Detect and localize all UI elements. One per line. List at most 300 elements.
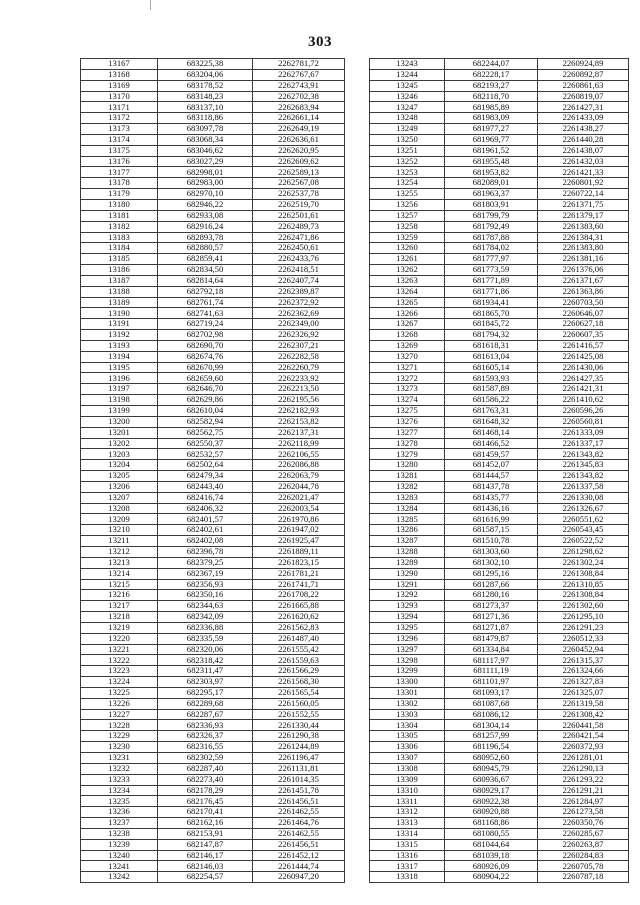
x-coordinate-cell: 681044,64 xyxy=(445,839,538,850)
point-number-cell: 13238 xyxy=(81,828,158,839)
x-coordinate-cell: 681969,77 xyxy=(445,134,538,145)
table-row xyxy=(370,416,629,427)
x-coordinate-cell: 681257,99 xyxy=(445,731,538,742)
point-number-cell: 13199 xyxy=(81,406,158,417)
table-row xyxy=(370,828,629,839)
y-coordinate-cell: 2262519,70 xyxy=(253,199,345,210)
point-number-cell: 13303 xyxy=(370,709,445,720)
x-coordinate-cell: 682416,74 xyxy=(158,492,253,503)
point-number-cell: 13317 xyxy=(370,861,445,872)
y-coordinate-cell: 2260722,14 xyxy=(538,189,629,200)
table-row xyxy=(370,351,629,362)
x-coordinate-cell: 680926,09 xyxy=(445,861,538,872)
table-row xyxy=(370,265,629,276)
point-number-cell: 13236 xyxy=(81,807,158,818)
y-coordinate-cell: 2261781,21 xyxy=(253,568,345,579)
table-row xyxy=(370,546,629,557)
table-row xyxy=(370,655,629,666)
point-number-cell: 13313 xyxy=(370,818,445,829)
point-number-cell: 13272 xyxy=(370,373,445,384)
table-row xyxy=(370,709,629,720)
y-coordinate-cell: 2260560,81 xyxy=(538,416,629,427)
point-number-cell: 13307 xyxy=(370,753,445,764)
point-number-cell: 13255 xyxy=(370,189,445,200)
point-number-cell: 13219 xyxy=(81,622,158,633)
y-coordinate-cell: 2262407,74 xyxy=(253,275,345,286)
table-row xyxy=(81,514,345,525)
table-row xyxy=(81,796,345,807)
y-coordinate-cell: 2262021,47 xyxy=(253,492,345,503)
x-coordinate-cell: 681587,89 xyxy=(445,384,538,395)
y-coordinate-cell: 2262213,50 xyxy=(253,384,345,395)
point-number-cell: 13243 xyxy=(370,59,445,70)
table-row xyxy=(370,102,629,113)
table-row xyxy=(81,319,345,330)
point-number-cell: 13253 xyxy=(370,167,445,178)
x-coordinate-cell: 682629,86 xyxy=(158,395,253,406)
x-coordinate-cell: 681977,27 xyxy=(445,124,538,135)
y-coordinate-cell: 2260551,62 xyxy=(538,514,629,525)
x-coordinate-cell: 682193,27 xyxy=(445,80,538,91)
y-coordinate-cell: 2261889,11 xyxy=(253,546,345,557)
y-coordinate-cell: 2262282,58 xyxy=(253,351,345,362)
table-row xyxy=(370,731,629,742)
point-number-cell: 13200 xyxy=(81,416,158,427)
x-coordinate-cell: 681459,57 xyxy=(445,449,538,460)
point-number-cell: 13190 xyxy=(81,308,158,319)
point-number-cell: 13280 xyxy=(370,460,445,471)
y-coordinate-cell: 2260350,76 xyxy=(538,818,629,829)
point-number-cell: 13249 xyxy=(370,124,445,135)
point-number-cell: 13183 xyxy=(81,232,158,243)
y-coordinate-cell: 2261947,02 xyxy=(253,525,345,536)
y-coordinate-cell: 2261823,15 xyxy=(253,557,345,568)
x-coordinate-cell: 682273,40 xyxy=(158,774,253,785)
x-coordinate-cell: 682690,70 xyxy=(158,340,253,351)
point-number-cell: 13276 xyxy=(370,416,445,427)
y-coordinate-cell: 2261281,01 xyxy=(538,753,629,764)
point-number-cell: 13211 xyxy=(81,536,158,547)
table-row xyxy=(81,536,345,547)
point-number-cell: 13212 xyxy=(81,546,158,557)
y-coordinate-cell: 2261196,47 xyxy=(253,753,345,764)
table-row xyxy=(81,406,345,417)
table-row xyxy=(370,633,629,644)
table-row xyxy=(370,384,629,395)
point-number-cell: 13299 xyxy=(370,666,445,677)
x-coordinate-cell: 682356,93 xyxy=(158,579,253,590)
x-coordinate-cell: 682550,37 xyxy=(158,438,253,449)
x-coordinate-cell: 681437,78 xyxy=(445,481,538,492)
x-coordinate-cell: 681303,60 xyxy=(445,546,538,557)
point-number-cell: 13240 xyxy=(81,850,158,861)
point-number-cell: 13209 xyxy=(81,514,158,525)
x-coordinate-cell: 682532,57 xyxy=(158,449,253,460)
x-coordinate-cell: 682342,09 xyxy=(158,612,253,623)
table-row xyxy=(81,590,345,601)
point-number-cell: 13285 xyxy=(370,514,445,525)
y-coordinate-cell: 2262636,61 xyxy=(253,134,345,145)
table-row xyxy=(81,189,345,200)
table-row xyxy=(81,340,345,351)
x-coordinate-cell: 681953,82 xyxy=(445,167,538,178)
point-number-cell: 13168 xyxy=(81,69,158,80)
y-coordinate-cell: 2261308,84 xyxy=(538,590,629,601)
y-coordinate-cell: 2260452,94 xyxy=(538,644,629,655)
x-coordinate-cell: 681771,89 xyxy=(445,275,538,286)
y-coordinate-cell: 2261620,62 xyxy=(253,612,345,623)
point-number-cell: 13192 xyxy=(81,330,158,341)
point-number-cell: 13232 xyxy=(81,763,158,774)
x-coordinate-cell: 682834,50 xyxy=(158,265,253,276)
x-coordinate-cell: 683148,23 xyxy=(158,91,253,102)
x-coordinate-cell: 682402,61 xyxy=(158,525,253,536)
y-coordinate-cell: 2261451,78 xyxy=(253,785,345,796)
table-row xyxy=(370,319,629,330)
point-number-cell: 13267 xyxy=(370,319,445,330)
point-number-cell: 13167 xyxy=(81,59,158,70)
x-coordinate-cell: 683178,52 xyxy=(158,80,253,91)
x-coordinate-cell: 680922,38 xyxy=(445,796,538,807)
table-row xyxy=(81,687,345,698)
x-coordinate-cell: 681302,10 xyxy=(445,557,538,568)
table-row xyxy=(370,481,629,492)
x-coordinate-cell: 681648,32 xyxy=(445,416,538,427)
y-coordinate-cell: 2261444,74 xyxy=(253,861,345,872)
x-coordinate-cell: 682702,98 xyxy=(158,330,253,341)
y-coordinate-cell: 2261290,38 xyxy=(253,731,345,742)
point-number-cell: 13308 xyxy=(370,763,445,774)
table-row xyxy=(370,189,629,200)
table-row xyxy=(81,525,345,536)
point-number-cell: 13300 xyxy=(370,677,445,688)
table-row xyxy=(370,742,629,753)
table-row xyxy=(370,666,629,677)
point-number-cell: 13169 xyxy=(81,80,158,91)
y-coordinate-cell: 2261559,63 xyxy=(253,655,345,666)
x-coordinate-cell: 681587,15 xyxy=(445,525,538,536)
table-row xyxy=(370,785,629,796)
table-row xyxy=(370,644,629,655)
table-row xyxy=(81,807,345,818)
x-coordinate-cell: 682287,40 xyxy=(158,763,253,774)
y-coordinate-cell: 2261327,83 xyxy=(538,677,629,688)
x-coordinate-cell: 682970,10 xyxy=(158,189,253,200)
y-coordinate-cell: 2261291,21 xyxy=(538,785,629,796)
table-row xyxy=(81,850,345,861)
table-row xyxy=(370,362,629,373)
x-coordinate-cell: 681510,78 xyxy=(445,536,538,547)
x-coordinate-cell: 683118,86 xyxy=(158,113,253,124)
x-coordinate-cell: 682646,70 xyxy=(158,384,253,395)
y-coordinate-cell: 2260705,78 xyxy=(538,861,629,872)
x-coordinate-cell: 681271,87 xyxy=(445,622,538,633)
y-coordinate-cell: 2260892,87 xyxy=(538,69,629,80)
table-row xyxy=(81,709,345,720)
table-row xyxy=(81,145,345,156)
y-coordinate-cell: 2261708,22 xyxy=(253,590,345,601)
x-coordinate-cell: 683225,38 xyxy=(158,59,253,70)
table-row xyxy=(370,373,629,384)
y-coordinate-cell: 2261290,13 xyxy=(538,763,629,774)
x-coordinate-cell: 682344,63 xyxy=(158,601,253,612)
y-coordinate-cell: 2260263,87 xyxy=(538,839,629,850)
y-coordinate-cell: 2261410,62 xyxy=(538,395,629,406)
point-number-cell: 13271 xyxy=(370,362,445,373)
point-number-cell: 13174 xyxy=(81,134,158,145)
point-number-cell: 13205 xyxy=(81,471,158,482)
table-row xyxy=(81,861,345,872)
y-coordinate-cell: 2260947,20 xyxy=(253,872,345,883)
x-coordinate-cell: 682761,74 xyxy=(158,297,253,308)
table-row xyxy=(370,590,629,601)
y-coordinate-cell: 2261337,58 xyxy=(538,481,629,492)
y-coordinate-cell: 2260596,26 xyxy=(538,406,629,417)
x-coordinate-cell: 680929,17 xyxy=(445,785,538,796)
y-coordinate-cell: 2261565,54 xyxy=(253,687,345,698)
y-coordinate-cell: 2261384,31 xyxy=(538,232,629,243)
y-coordinate-cell: 2261425,08 xyxy=(538,351,629,362)
x-coordinate-cell: 682162,16 xyxy=(158,818,253,829)
x-coordinate-cell: 681280,16 xyxy=(445,590,538,601)
y-coordinate-cell: 2261371,67 xyxy=(538,275,629,286)
point-number-cell: 13315 xyxy=(370,839,445,850)
y-coordinate-cell: 2262471,86 xyxy=(253,232,345,243)
x-coordinate-cell: 682350,16 xyxy=(158,590,253,601)
x-coordinate-cell: 681792,49 xyxy=(445,221,538,232)
point-number-cell: 13203 xyxy=(81,449,158,460)
table-row xyxy=(81,384,345,395)
y-coordinate-cell: 2261298,62 xyxy=(538,546,629,557)
table-row xyxy=(81,471,345,482)
table-row xyxy=(370,232,629,243)
y-coordinate-cell: 2262086,88 xyxy=(253,460,345,471)
point-number-cell: 13185 xyxy=(81,254,158,265)
x-coordinate-cell: 682502,64 xyxy=(158,460,253,471)
y-coordinate-cell: 2261244,89 xyxy=(253,742,345,753)
x-coordinate-cell: 681101,97 xyxy=(445,677,538,688)
x-coordinate-cell: 683204,06 xyxy=(158,69,253,80)
table-row xyxy=(370,113,629,124)
point-number-cell: 13221 xyxy=(81,644,158,655)
table-row xyxy=(370,677,629,688)
y-coordinate-cell: 2261552,55 xyxy=(253,709,345,720)
point-number-cell: 13208 xyxy=(81,503,158,514)
y-coordinate-cell: 2262106,55 xyxy=(253,449,345,460)
point-number-cell: 13180 xyxy=(81,199,158,210)
point-number-cell: 13228 xyxy=(81,720,158,731)
table-row xyxy=(81,720,345,731)
table-row xyxy=(370,774,629,785)
x-coordinate-cell: 682303,97 xyxy=(158,677,253,688)
table-row xyxy=(81,698,345,709)
table-row xyxy=(370,145,629,156)
table-row xyxy=(370,525,629,536)
y-coordinate-cell: 2262537,78 xyxy=(253,189,345,200)
table-row xyxy=(81,774,345,785)
table-row xyxy=(81,286,345,297)
table-row xyxy=(81,839,345,850)
y-coordinate-cell: 2261665,88 xyxy=(253,601,345,612)
table-row xyxy=(370,807,629,818)
point-number-cell: 13233 xyxy=(81,774,158,785)
table-row xyxy=(81,481,345,492)
table-row xyxy=(370,275,629,286)
y-coordinate-cell: 2261302,60 xyxy=(538,601,629,612)
y-coordinate-cell: 2261383,60 xyxy=(538,221,629,232)
point-number-cell: 13245 xyxy=(370,80,445,91)
table-row xyxy=(81,308,345,319)
point-number-cell: 13213 xyxy=(81,557,158,568)
table-row xyxy=(370,460,629,471)
table-row xyxy=(370,861,629,872)
y-coordinate-cell: 2261925,47 xyxy=(253,536,345,547)
point-number-cell: 13215 xyxy=(81,579,158,590)
point-number-cell: 13181 xyxy=(81,210,158,221)
point-number-cell: 13193 xyxy=(81,340,158,351)
y-coordinate-cell: 2260627,18 xyxy=(538,319,629,330)
y-coordinate-cell: 2262362,69 xyxy=(253,308,345,319)
x-coordinate-cell: 681086,12 xyxy=(445,709,538,720)
y-coordinate-cell: 2260543,45 xyxy=(538,525,629,536)
x-coordinate-cell: 681468,14 xyxy=(445,427,538,438)
y-coordinate-cell: 2262767,67 xyxy=(253,69,345,80)
table-row xyxy=(81,644,345,655)
point-number-cell: 13239 xyxy=(81,839,158,850)
y-coordinate-cell: 2261319,58 xyxy=(538,698,629,709)
point-number-cell: 13265 xyxy=(370,297,445,308)
x-coordinate-cell: 681865,70 xyxy=(445,308,538,319)
coordinates-table-left xyxy=(80,58,345,883)
point-number-cell: 13176 xyxy=(81,156,158,167)
x-coordinate-cell: 682320,06 xyxy=(158,644,253,655)
x-coordinate-cell: 681087,68 xyxy=(445,698,538,709)
y-coordinate-cell: 2261284,97 xyxy=(538,796,629,807)
x-coordinate-cell: 682610,04 xyxy=(158,406,253,417)
x-coordinate-cell: 681845,72 xyxy=(445,319,538,330)
table-row xyxy=(81,113,345,124)
y-coordinate-cell: 2261343,82 xyxy=(538,449,629,460)
x-coordinate-cell: 680945,79 xyxy=(445,763,538,774)
x-coordinate-cell: 682880,57 xyxy=(158,243,253,254)
table-row xyxy=(370,850,629,861)
table-row xyxy=(81,297,345,308)
point-number-cell: 13261 xyxy=(370,254,445,265)
coordinates-table-left-body xyxy=(81,59,345,883)
y-coordinate-cell: 2262743,91 xyxy=(253,80,345,91)
point-number-cell: 13225 xyxy=(81,687,158,698)
x-coordinate-cell: 682443,40 xyxy=(158,481,253,492)
x-coordinate-cell: 683027,29 xyxy=(158,156,253,167)
point-number-cell: 13195 xyxy=(81,362,158,373)
table-row xyxy=(370,818,629,829)
x-coordinate-cell: 681613,04 xyxy=(445,351,538,362)
table-row xyxy=(370,286,629,297)
point-number-cell: 13173 xyxy=(81,124,158,135)
point-number-cell: 13270 xyxy=(370,351,445,362)
y-coordinate-cell: 2262501,61 xyxy=(253,210,345,221)
table-row xyxy=(370,687,629,698)
point-number-cell: 13251 xyxy=(370,145,445,156)
table-row xyxy=(81,763,345,774)
table-row xyxy=(370,297,629,308)
y-coordinate-cell: 2261416,57 xyxy=(538,340,629,351)
table-row xyxy=(370,167,629,178)
point-number-cell: 13302 xyxy=(370,698,445,709)
table-row xyxy=(81,460,345,471)
point-number-cell: 13260 xyxy=(370,243,445,254)
point-number-cell: 13263 xyxy=(370,275,445,286)
x-coordinate-cell: 680904,22 xyxy=(445,872,538,883)
y-coordinate-cell: 2262661,14 xyxy=(253,113,345,124)
coordinates-table-right-body xyxy=(370,59,629,883)
point-number-cell: 13246 xyxy=(370,91,445,102)
y-coordinate-cell: 2261566,29 xyxy=(253,666,345,677)
point-number-cell: 13194 xyxy=(81,351,158,362)
point-number-cell: 13259 xyxy=(370,232,445,243)
table-row xyxy=(81,351,345,362)
x-coordinate-cell: 682178,29 xyxy=(158,785,253,796)
y-coordinate-cell: 2260441,58 xyxy=(538,720,629,731)
table-row xyxy=(81,785,345,796)
y-coordinate-cell: 2262649,19 xyxy=(253,124,345,135)
y-coordinate-cell: 2261302,24 xyxy=(538,557,629,568)
x-coordinate-cell: 681763,31 xyxy=(445,406,538,417)
table-row xyxy=(370,438,629,449)
table-row xyxy=(81,622,345,633)
x-coordinate-cell: 681295,16 xyxy=(445,568,538,579)
x-coordinate-cell: 682146,17 xyxy=(158,850,253,861)
y-coordinate-cell: 2261741,71 xyxy=(253,579,345,590)
x-coordinate-cell: 682336,93 xyxy=(158,720,253,731)
y-coordinate-cell: 2262418,51 xyxy=(253,265,345,276)
y-coordinate-cell: 2262609,62 xyxy=(253,156,345,167)
x-coordinate-cell: 681466,52 xyxy=(445,438,538,449)
y-coordinate-cell: 2261345,83 xyxy=(538,460,629,471)
point-number-cell: 13188 xyxy=(81,286,158,297)
y-coordinate-cell: 2262349,00 xyxy=(253,319,345,330)
point-number-cell: 13179 xyxy=(81,189,158,200)
y-coordinate-cell: 2261421,33 xyxy=(538,167,629,178)
point-number-cell: 13170 xyxy=(81,91,158,102)
x-coordinate-cell: 682287,67 xyxy=(158,709,253,720)
point-number-cell: 13206 xyxy=(81,481,158,492)
point-number-cell: 13216 xyxy=(81,590,158,601)
point-number-cell: 13258 xyxy=(370,221,445,232)
point-number-cell: 13309 xyxy=(370,774,445,785)
x-coordinate-cell: 683068,34 xyxy=(158,134,253,145)
y-coordinate-cell: 2260703,50 xyxy=(538,297,629,308)
table-row xyxy=(370,720,629,731)
point-number-cell: 13175 xyxy=(81,145,158,156)
point-number-cell: 13269 xyxy=(370,340,445,351)
table-row xyxy=(81,438,345,449)
y-coordinate-cell: 2261310,85 xyxy=(538,579,629,590)
table-row xyxy=(370,471,629,482)
x-coordinate-cell: 682582,94 xyxy=(158,416,253,427)
x-coordinate-cell: 682859,41 xyxy=(158,254,253,265)
x-coordinate-cell: 681436,16 xyxy=(445,503,538,514)
point-number-cell: 13287 xyxy=(370,536,445,547)
table-row xyxy=(370,698,629,709)
point-number-cell: 13296 xyxy=(370,633,445,644)
point-number-cell: 13277 xyxy=(370,427,445,438)
table-row xyxy=(81,167,345,178)
y-coordinate-cell: 2261315,37 xyxy=(538,655,629,666)
x-coordinate-cell: 682674,76 xyxy=(158,351,253,362)
y-coordinate-cell: 2261383,80 xyxy=(538,243,629,254)
point-number-cell: 13295 xyxy=(370,622,445,633)
